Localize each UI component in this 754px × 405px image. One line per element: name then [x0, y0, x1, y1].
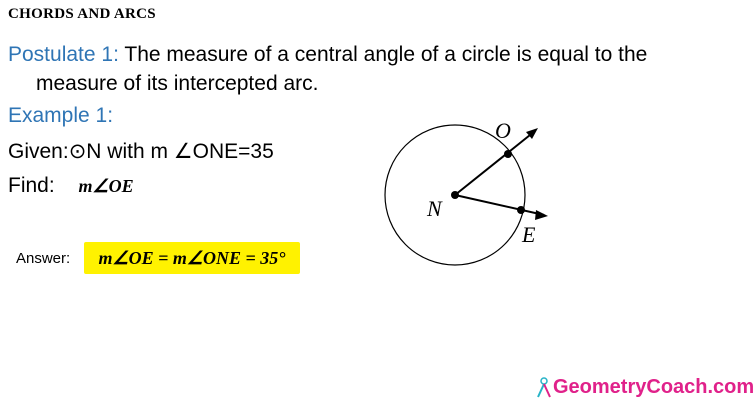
compass-icon [535, 377, 553, 399]
example-label: Example 1: [8, 104, 114, 127]
geometrycoach-logo [535, 376, 754, 399]
postulate-line1: The measure of a central angle of a circle is equal to the [118, 43, 648, 66]
postulate-label: Postulate 1: [8, 43, 119, 66]
label-n: N [427, 196, 442, 221]
given-text: Given:⊙N with m ∠ONE=35 [8, 140, 274, 163]
postulate-line2: measure of its intercepted arc. [36, 72, 319, 95]
point-n-dot [451, 191, 459, 199]
ray-ne [455, 195, 544, 215]
circle-diagram [380, 110, 570, 260]
answer-highlight [84, 242, 300, 274]
point-e-dot [517, 206, 525, 214]
find-expression: m∠OE [78, 176, 134, 196]
find-label: Find: [8, 174, 55, 197]
label-e: E [522, 222, 536, 247]
arrow-e-icon [535, 210, 548, 220]
answer-label: Answer: [16, 250, 71, 267]
postulate-text [8, 40, 698, 98]
find-line [8, 174, 134, 198]
label-o: O [495, 118, 511, 143]
answer-expression: m∠OE = m∠ONE = 35° [98, 248, 286, 268]
slide-title: CHORDS AND ARCS [8, 6, 156, 22]
point-o-dot [504, 150, 512, 158]
logo-text: GeometryCoach.com [553, 376, 754, 398]
